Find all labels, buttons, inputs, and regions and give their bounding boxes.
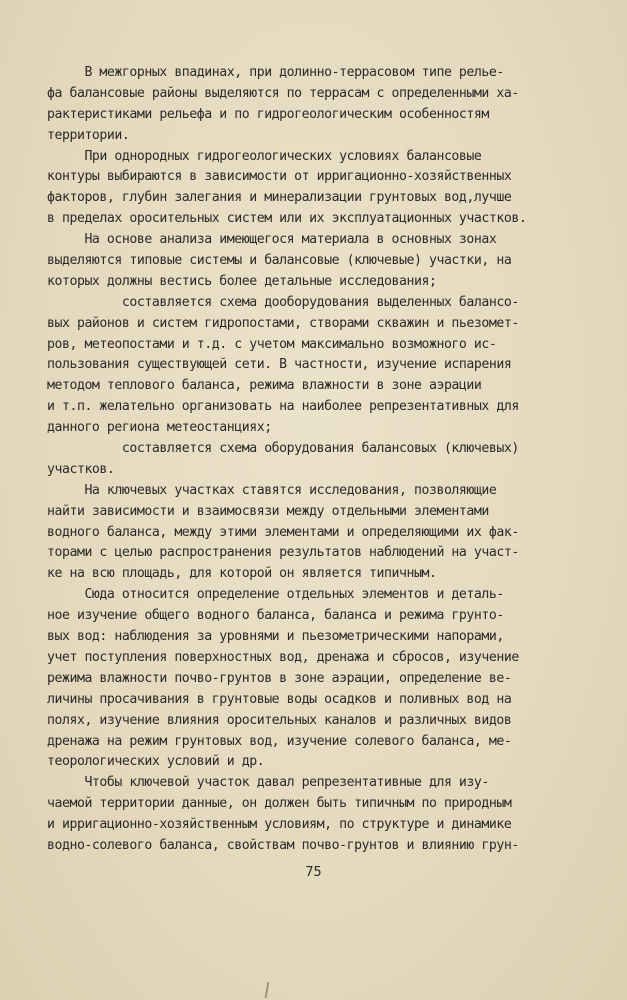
text-line: фа балансовые районы выделяются по террасам с определенными ха- [47, 85, 519, 101]
text-line: данного региона метеостанциях; [47, 420, 272, 436]
text-line: методом теплового баланса, режима влажности в зоне аэрации [47, 378, 482, 394]
page-number: 75 [305, 864, 322, 880]
text-line: ке на всю площадь, для которой он является типичным. [47, 566, 437, 582]
text-line: пользования существующей сети. В частности, изучение испарения [47, 357, 512, 373]
text-line: чаемой территории данные, он должен быть типичным по природным [47, 796, 512, 812]
text-line: На ключевых участках ставятся исследования, позволяющие [47, 482, 497, 498]
text-line: рактеристиками рельефа и по гидрогеологическим особенностям [47, 106, 489, 122]
text-line: режима влажности почво-грунтов в зоне аэрации, определение ве- [47, 670, 512, 686]
text-line: контуры выбираются в зависимости от ирригационно-хозяйственных [47, 169, 512, 185]
text-line: Сюда относится определение отдельных элементов и деталь- [47, 587, 504, 603]
text-line: личины просачивания в грунтовые воды осадков и поливных вод на [47, 691, 512, 707]
text-line: и т.п. желательно организовать на наиболее репрезентативных для [47, 399, 519, 415]
body-text [47, 63, 583, 857]
text-line: составляется схема дооборудования выделенных балансо- [47, 294, 519, 310]
text-line: и ирригационно-хозяйственным условиям, по структуре и динамике [47, 817, 512, 833]
text-line: Чтобы ключевой участок давал репрезентативные для изу- [47, 775, 489, 791]
text-line: На основе анализа имеющегося материала в основных зонах [47, 232, 497, 248]
text-line: ров, метеопостами и т.д. с учетом максимально возможного ис- [47, 336, 497, 352]
text-line: торами с целью распространения результатов наблюдений на участ- [47, 545, 519, 561]
text-line: которых должны вестись более детальные исследования; [47, 273, 437, 289]
pencil-mark [265, 982, 270, 998]
text-line: вых районов и систем гидропостами, створами скважин и пьезомет- [47, 315, 519, 331]
text-line: теорологических условий и др. [47, 754, 265, 770]
text-line: выделяются типовые системы и балансовые (ключевые) участки, на [47, 253, 512, 269]
text-line: в пределах оросительных систем или их эксплуатационных участков. [47, 211, 527, 227]
text-line: При однородных гидрогеологических условиях балансовые [47, 148, 482, 164]
text-line: учет поступления поверхностных вод, дренажа и сбросов, изучение [47, 649, 519, 665]
text-line: В межгорных впадинах, при долинно-террасовом типе релье- [47, 65, 504, 80]
text-line: вых вод: наблюдения за уровнями и пьезометрическими напорами, [47, 629, 504, 645]
text-line: участков. [47, 461, 115, 477]
text-line: полях, изучение влияния оросительных каналов и различных видов [47, 712, 512, 728]
text-line: водно-солевого баланса, свойствам почво-грунтов и влиянию грун- [47, 837, 519, 853]
text-line: найти зависимости и взаимосвязи между отдельными элементами [47, 503, 489, 519]
text-line: факторов, глубин залегания и минерализации грунтовых вод,лучше [47, 190, 512, 206]
text-line: дренажа на режим грунтовых вод, изучение солевого баланса, ме- [47, 733, 512, 749]
text-line: ное изучение общего водного баланса, баланса и режима грунто- [47, 608, 504, 624]
text-line: составляется схема оборудования балансовых (ключевых) [47, 441, 519, 457]
text-line: территории. [47, 127, 130, 143]
text-line: водного баланса, между этими элементами и определяющими их фак- [47, 524, 519, 540]
